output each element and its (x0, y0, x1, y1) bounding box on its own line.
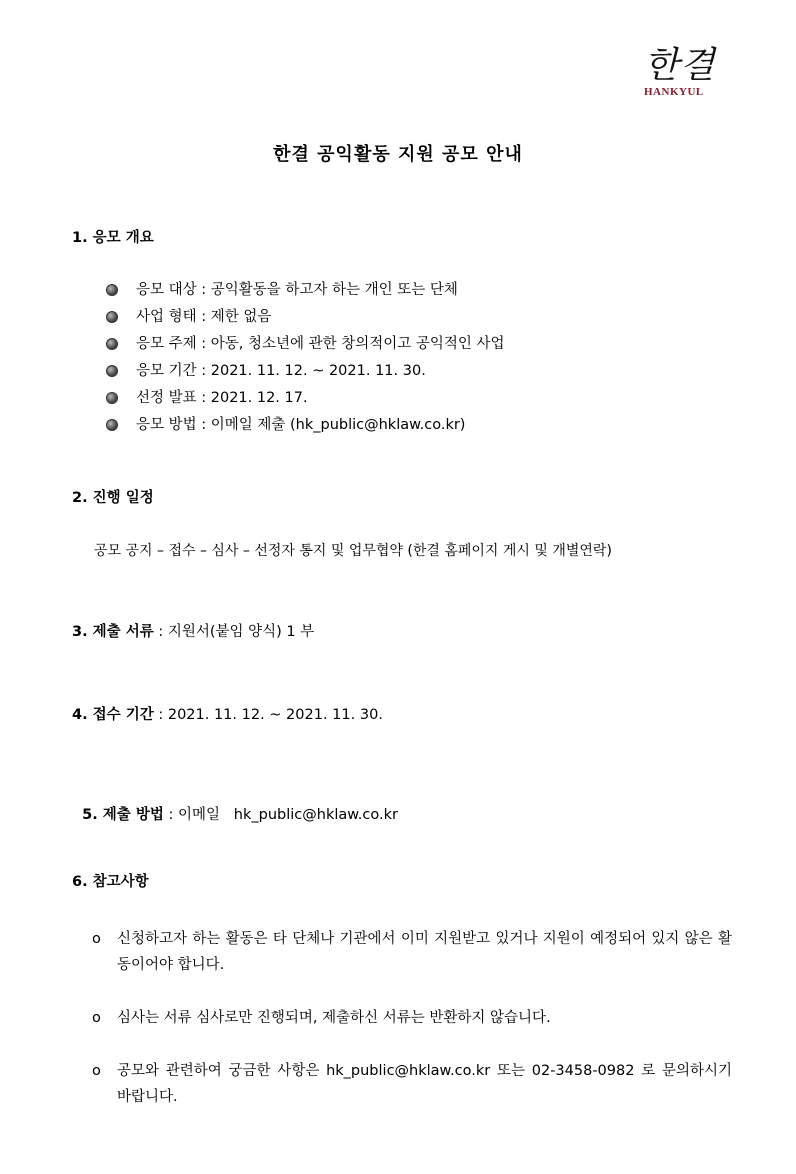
section-5-heading: 5. 제출 방법 (82, 807, 164, 823)
bullet-icon (106, 338, 118, 350)
note-text: 신청하고자 하는 활동은 타 단체나 기관에서 이미 지원받고 있거나 지원이 예정되어 있지 않은 활동이어야 합니다. (117, 931, 732, 973)
list-item (106, 303, 505, 330)
note-item (92, 1058, 732, 1110)
section-4-value: : 2021. 11. 12. ~ 2021. 11. 30. (153, 707, 383, 723)
hankyul-logo (640, 46, 730, 106)
section-3-row (72, 620, 314, 641)
note-item (92, 1005, 732, 1031)
note-marker: o (92, 1063, 101, 1079)
list-item (106, 276, 505, 303)
list-item (106, 384, 505, 411)
section-1-heading: 1. 응모 개요 (72, 230, 154, 246)
logo-script-text: 한결 (644, 45, 716, 86)
bullet-icon (106, 365, 118, 377)
bullet-text: 응모 기간 : 2021. 11. 12. ~ 2021. 11. 30. (136, 362, 426, 379)
section-1-bullet-list (106, 276, 505, 438)
section-5-value: : 이메일 hk_public@hklaw.co.kr (163, 807, 398, 823)
note-marker: o (92, 1010, 101, 1026)
list-item (106, 357, 505, 384)
note-item (92, 926, 732, 978)
list-item (106, 411, 505, 438)
note-text: 심사는 서류 심사로만 진행되며, 제출하신 서류는 반환하지 않습니다. (117, 1010, 551, 1026)
bullet-icon (106, 311, 118, 323)
note-marker: o (92, 931, 101, 947)
bullet-text: 응모 주제 : 아동, 청소년에 관한 창의적이고 공익적인 사업 (136, 335, 505, 352)
bullet-text: 응모 대상 : 공익활동을 하고자 하는 개인 또는 단체 (136, 281, 458, 298)
bullet-text: 선정 발표 : 2021. 12. 17. (136, 389, 308, 406)
section-6-heading: 6. 참고사항 (72, 874, 149, 890)
note-text: 공모와 관련하여 궁금한 사항은 hk_public@hklaw.co.kr 또는 02-3458-0982 로 문의하시기 바랍니다. (117, 1063, 732, 1105)
section-2-body: 공모 공지 – 접수 – 심사 – 선정자 통지 및 업무협약 (한결 홈페이지 게시 및 개별연락) (94, 543, 612, 559)
bullet-text: 사업 형태 : 제한 없음 (136, 308, 272, 325)
list-item (106, 330, 505, 357)
section-4-heading: 4. 접수 기간 (72, 707, 154, 723)
bullet-icon (106, 284, 118, 296)
logo-english-text: HANKYUL (644, 86, 704, 98)
section-3-heading: 3. 제출 서류 (72, 624, 154, 640)
bullet-icon (106, 392, 118, 404)
section-5-row (72, 787, 398, 824)
bullet-icon (106, 419, 118, 431)
document-title: 한결 공익활동 지원 공모 안내 (273, 144, 523, 165)
section-2-heading: 2. 진행 일정 (72, 490, 154, 506)
section-3-value: : 지원서(붙임 양식) 1 부 (153, 624, 315, 640)
section-4-row (72, 703, 383, 724)
bullet-text: 응모 방법 : 이메일 제출 (hk_public@hklaw.co.kr) (136, 416, 466, 433)
